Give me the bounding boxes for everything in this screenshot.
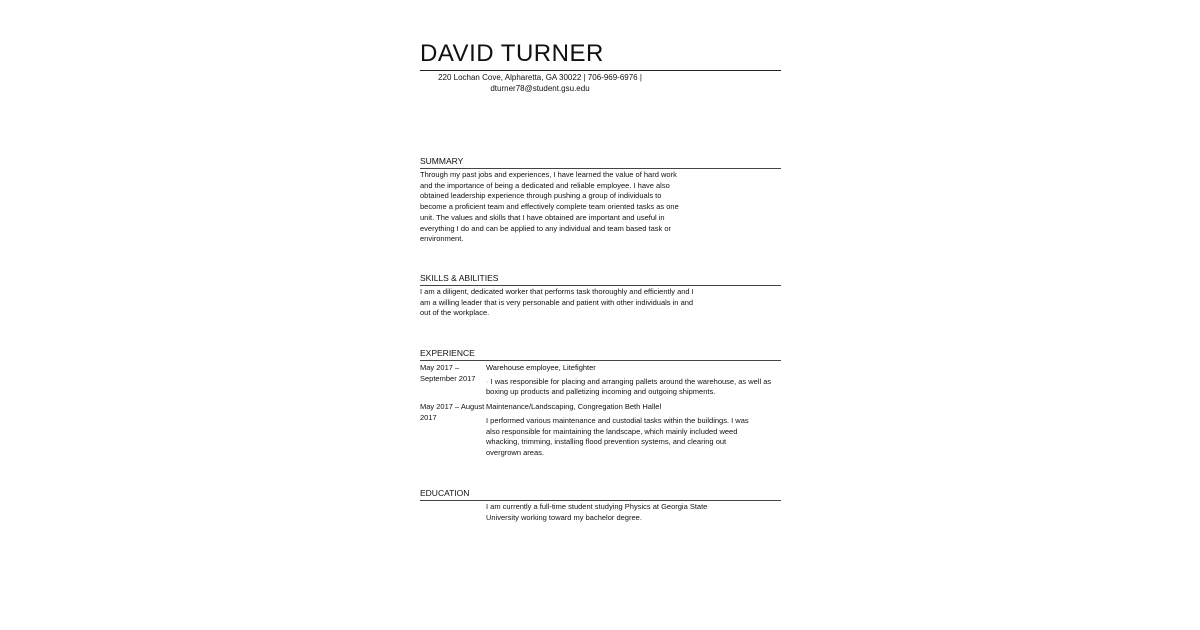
skills-text: I am a diligent, dedicated worker that performs task thoroughly and efficiently and I am a willing leader that is very personable and patient with other individuals in and out of the workplace. bbox=[420, 287, 694, 318]
experience-dates: May 2017 – August 2017 bbox=[420, 402, 485, 422]
experience-role: Warehouse employee, Litefighter bbox=[486, 363, 596, 372]
contact-address-phone: 220 Lochan Cove, Alpharetta, GA 30022 | 706-969-6976 | bbox=[438, 73, 642, 82]
experience-entry bbox=[420, 363, 781, 398]
experience-entry bbox=[420, 402, 781, 459]
experience-description: · I was responsible for placing and arranging pallets around the warehouse, as well as boxing up products and palletizing incoming and outgoing shipments. bbox=[486, 377, 781, 398]
experience-title: EXPERIENCE bbox=[420, 348, 781, 361]
education-title: EDUCATION bbox=[420, 488, 781, 501]
experience-description: I performed various maintenance and custodial tasks within the buildings. I was also responsible for maintaining the landscape, which mainly included weed whacking, trimming, installing flood prevention systems, and clearing out overgrown areas. bbox=[486, 415, 749, 457]
contact-email: dturner78@student.gsu.edu bbox=[490, 84, 590, 93]
education-section bbox=[420, 488, 781, 523]
experience-dates: May 2017 – September 2017 bbox=[420, 363, 476, 383]
summary-title: SUMMARY bbox=[420, 156, 781, 169]
summary-section bbox=[420, 156, 781, 245]
resume-name: DAVID TURNER bbox=[420, 40, 781, 71]
resume-page bbox=[420, 40, 781, 522]
skills-title: SKILLS & ABILITIES bbox=[420, 273, 781, 286]
skills-section bbox=[420, 273, 781, 319]
summary-text: Through my past jobs and experiences, I have learned the value of hard work and the importance of being a dedicated and reliable employee. I have also obtained leadership experience through pushing a group of individuals to become a proficient team and effectively complete team oriented tasks as one unit. The values and skills that I have obtained are important and useful in everything I do and can be applied to any individual and team based task or environment. bbox=[420, 170, 679, 244]
experience-section bbox=[420, 348, 781, 459]
education-text: I am currently a full-time student studying Physics at Georgia State University working toward my bachelor degree. bbox=[486, 502, 708, 522]
contact-info bbox=[420, 72, 660, 94]
experience-role: Maintenance/Landscaping, Congregation Beth Hallel bbox=[486, 402, 662, 412]
